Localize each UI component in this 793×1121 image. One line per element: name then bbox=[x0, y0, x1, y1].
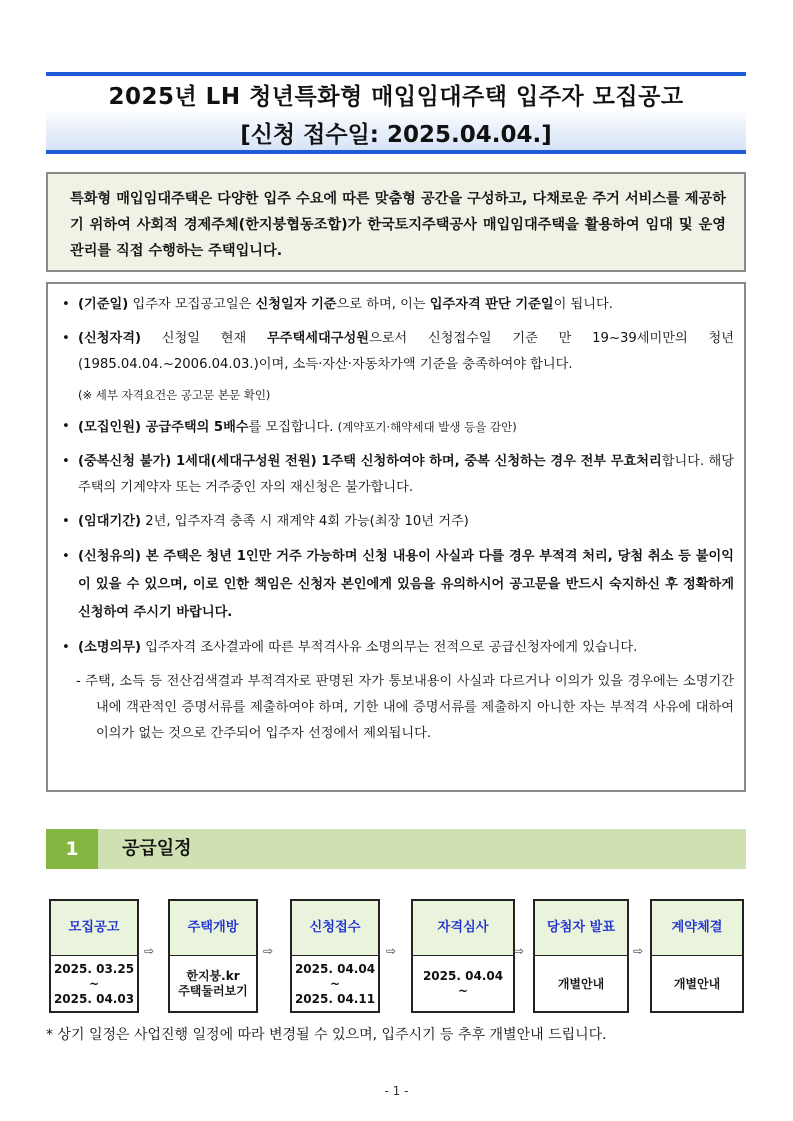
step-title: 주택개방 bbox=[170, 901, 256, 956]
schedule-step bbox=[290, 899, 380, 1013]
step-detail bbox=[170, 956, 256, 1012]
bullet-icon: • bbox=[62, 297, 70, 312]
arrow-right-icon: ⇨ bbox=[386, 944, 397, 958]
note-emphasis: 입주자격 판단 기준일 bbox=[429, 297, 554, 312]
note-duplicate bbox=[62, 449, 734, 501]
page-title: 2025년 LH 청년특화형 매입임대주택 입주자 모집공고 bbox=[108, 84, 684, 110]
note-text: 합니다. 해당 주택의 기계약자 또는 거주중인 자의 재신청은 불가합니다. bbox=[78, 454, 734, 495]
note-caution bbox=[62, 543, 734, 627]
section-number: 1 bbox=[46, 829, 98, 869]
note-text: 신청일 현재 bbox=[141, 331, 268, 346]
note-label: (소명의무) bbox=[78, 640, 142, 655]
arrow-right-icon: ⇨ bbox=[633, 944, 644, 958]
bullet-icon: • bbox=[62, 640, 70, 655]
step-line: ~ bbox=[329, 976, 341, 991]
note-text: 이 됩니다. bbox=[553, 297, 613, 312]
note-label: (기준일) bbox=[78, 297, 129, 312]
note-text: 으로서 신청접수일 기준 만 19~39세미만의 청년(1985.04.04.~2006.04.03.)이며, 소득·자산·자동차가액 기준을 충족하여야 합니다. bbox=[78, 331, 734, 372]
schedule-step bbox=[49, 899, 139, 1013]
step-line: 한지붕.kr bbox=[186, 969, 240, 983]
note-eligibility bbox=[62, 326, 734, 378]
note-emphasis: 무주택세대구성원 bbox=[267, 331, 369, 346]
step-line: 주택둘러보기 bbox=[178, 984, 248, 998]
step-line: 2025. 04.04 bbox=[422, 969, 504, 983]
note-text: 를 모집합니다. bbox=[248, 420, 338, 435]
note-base-date bbox=[62, 292, 734, 318]
step-line: 2025. 04.03 bbox=[53, 991, 135, 1006]
step-title: 자격심사 bbox=[413, 901, 513, 956]
bullet-icon: • bbox=[62, 331, 70, 346]
application-date-title: [신청 접수일: 2025.04.04.] bbox=[240, 122, 552, 148]
step-detail bbox=[292, 956, 378, 1012]
note-recruitment bbox=[62, 414, 734, 441]
note-emphasis: (중복신청 불가) 1세대(세대구성원 전원) 1주택 신청하여야 하며, 중복 신청하는 경우 전부 무효처리 bbox=[78, 454, 662, 469]
arrow-right-icon: ⇨ bbox=[514, 944, 525, 958]
intro-box bbox=[46, 172, 746, 272]
schedule-footnote: * 상기 일정은 사업진행 일정에 따라 변경될 수 있으며, 입주시기 등 추후 개별안내 드립니다. bbox=[46, 1027, 607, 1043]
step-line: 2025. 04.04 bbox=[294, 961, 376, 976]
bullet-icon: • bbox=[62, 514, 70, 529]
note-text: 입주자격 조사결과에 따른 부적격사유 소명의무는 전적으로 공급신청자에게 있습니다. bbox=[141, 640, 638, 655]
schedule-step bbox=[411, 899, 515, 1013]
note-label: (임대기간) bbox=[78, 514, 142, 529]
title-banner bbox=[46, 72, 746, 154]
note-label: (모집인원) bbox=[78, 420, 142, 435]
bullet-icon: • bbox=[62, 454, 70, 469]
schedule-step bbox=[168, 899, 258, 1013]
step-title: 당첨자 발표 bbox=[535, 901, 627, 956]
step-detail bbox=[413, 956, 513, 1012]
page-number: - 1 - bbox=[384, 1084, 409, 1098]
note-small-text: (계약포기·해약세대 발생 등을 감안) bbox=[337, 420, 517, 434]
step-line: 개별안내 bbox=[673, 976, 721, 991]
step-detail bbox=[51, 956, 137, 1012]
step-line: ~ bbox=[457, 984, 469, 998]
note-sub-reference: (※ 세부 자격요건은 공고문 본문 확인) bbox=[78, 388, 271, 402]
step-line: 개별안내 bbox=[557, 976, 605, 991]
note-emphasis: 신청일자 기준 bbox=[255, 297, 337, 312]
step-line: 2025. 03.25 bbox=[53, 961, 135, 976]
section-title: 공급일정 bbox=[122, 838, 192, 859]
note-label: (신청자격) bbox=[78, 331, 142, 346]
step-title: 신청접수 bbox=[292, 901, 378, 956]
arrow-right-icon: ⇨ bbox=[263, 944, 274, 958]
note-lease-period bbox=[62, 509, 734, 535]
step-detail bbox=[652, 956, 742, 1012]
note-explanation-duty bbox=[62, 635, 734, 661]
step-line: 2025. 04.11 bbox=[294, 991, 376, 1006]
step-detail bbox=[535, 956, 627, 1012]
note-emphasis: 공급주택의 5배수 bbox=[141, 420, 249, 435]
note-text: 으로 하며, 이는 bbox=[336, 297, 430, 312]
schedule-step bbox=[533, 899, 629, 1013]
step-line: ~ bbox=[88, 976, 100, 991]
section-header bbox=[46, 829, 746, 869]
schedule-step bbox=[650, 899, 744, 1013]
intro-text: 특화형 매입임대주택은 다양한 입주 수요에 따른 맞춤형 공간을 구성하고, 다채로운 주거 서비스를 제공하기 위하여 사회적 경제주체(한지붕협동조합)가 한국토지주택공사 매입임대주택을 활용하여 임대 및 운영관리를 직접 수행하는 주택입니다. bbox=[70, 191, 726, 259]
bullet-icon: • bbox=[62, 549, 70, 564]
step-title: 모집공고 bbox=[51, 901, 137, 956]
notes-box bbox=[46, 282, 746, 792]
bullet-icon: • bbox=[62, 419, 70, 434]
step-title: 계약체결 bbox=[652, 901, 742, 956]
note-emphasis: (신청유의) 본 주택은 청년 1인만 거주 가능하며 신청 내용이 사실과 다를 경우 부적격 처리, 당첨 취소 등 불이익이 있을 수 있으며, 이로 인한 책임은 신청자 본인에게 있음을 유의하시어 공고문을 반드시 숙지하신 후 정확하게 신청하여 주시기 바랍니다. bbox=[78, 549, 734, 620]
note-text: 입주자 모집공고일은 bbox=[128, 297, 256, 312]
note-text: 2년, 입주자격 충족 시 재계약 4회 가능(최장 10년 거주) bbox=[141, 514, 469, 529]
arrow-right-icon: ⇨ bbox=[144, 944, 155, 958]
note-dash-detail: - 주택, 소득 등 전산검색결과 부적격자로 판명된 자가 통보내용이 사실과 다르거나 이의가 있을 경우에는 소명기간 내에 객관적인 증명서류를 제출하여야 하며, 기한 내에 증명서류를 제출하지 아니한 자는 부적격 사유에 대하여 이의가 없는 것으로 간주되어 입주자 선정에서 제외됩니다. bbox=[76, 674, 734, 741]
